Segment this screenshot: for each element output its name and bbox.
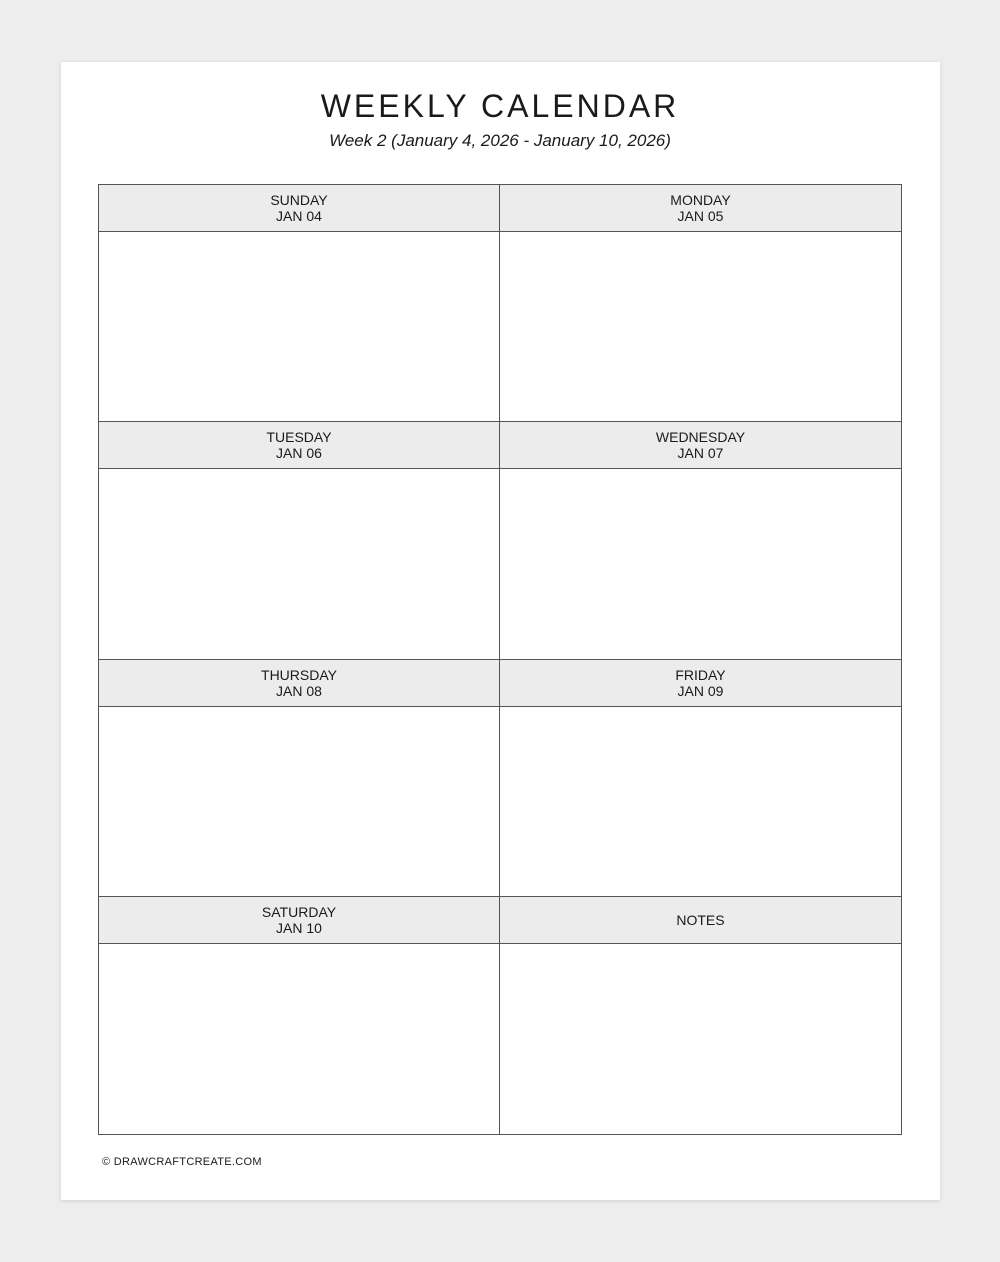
day-cell-sunday	[99, 185, 500, 422]
notes-writing-area[interactable]	[500, 944, 901, 1134]
day-name: SATURDAY	[261, 903, 337, 920]
day-writing-area[interactable]	[99, 232, 499, 421]
notes-label: NOTES	[676, 911, 725, 928]
day-writing-area[interactable]	[500, 469, 901, 658]
day-date: JAN 05	[677, 208, 724, 224]
day-date: JAN 07	[677, 445, 724, 462]
day-date: JAN 08	[276, 682, 322, 699]
day-header	[99, 422, 499, 469]
day-name: MONDAY	[670, 192, 731, 208]
copyright-footer: © DRAWCRAFTCREATE.COM	[102, 1156, 262, 1168]
day-header	[99, 660, 499, 707]
day-writing-area[interactable]	[500, 707, 901, 896]
day-date: JAN 09	[677, 682, 724, 699]
day-header	[99, 185, 499, 232]
day-writing-area[interactable]	[99, 469, 499, 658]
day-header	[500, 422, 901, 469]
day-name: THURSDAY	[261, 666, 337, 683]
day-writing-area[interactable]	[99, 707, 499, 896]
day-cell-friday	[500, 660, 901, 897]
day-name: SUNDAY	[270, 192, 328, 208]
day-writing-area[interactable]	[500, 232, 901, 421]
day-name: FRIDAY	[675, 666, 726, 683]
day-date: JAN 04	[276, 208, 322, 224]
day-header	[500, 660, 901, 707]
day-date: JAN 06	[276, 445, 322, 462]
notes-header	[500, 897, 901, 944]
page-subtitle: Week 2 (January 4, 2026 - January 10, 2026)	[329, 131, 671, 150]
day-cell-monday	[500, 185, 901, 422]
day-cell-thursday	[99, 660, 500, 897]
notes-cell	[500, 897, 901, 1134]
day-date: JAN 10	[276, 919, 322, 936]
day-name: WEDNESDAY	[655, 429, 746, 446]
page-title: WEEKLY CALENDAR	[320, 88, 680, 124]
day-header	[99, 897, 499, 944]
day-cell-wednesday	[500, 422, 901, 659]
day-header	[500, 185, 901, 232]
day-writing-area[interactable]	[99, 944, 499, 1134]
day-cell-saturday	[99, 897, 500, 1134]
calendar-grid	[98, 184, 902, 1135]
day-name: TUESDAY	[266, 429, 332, 446]
day-cell-tuesday	[99, 422, 500, 659]
